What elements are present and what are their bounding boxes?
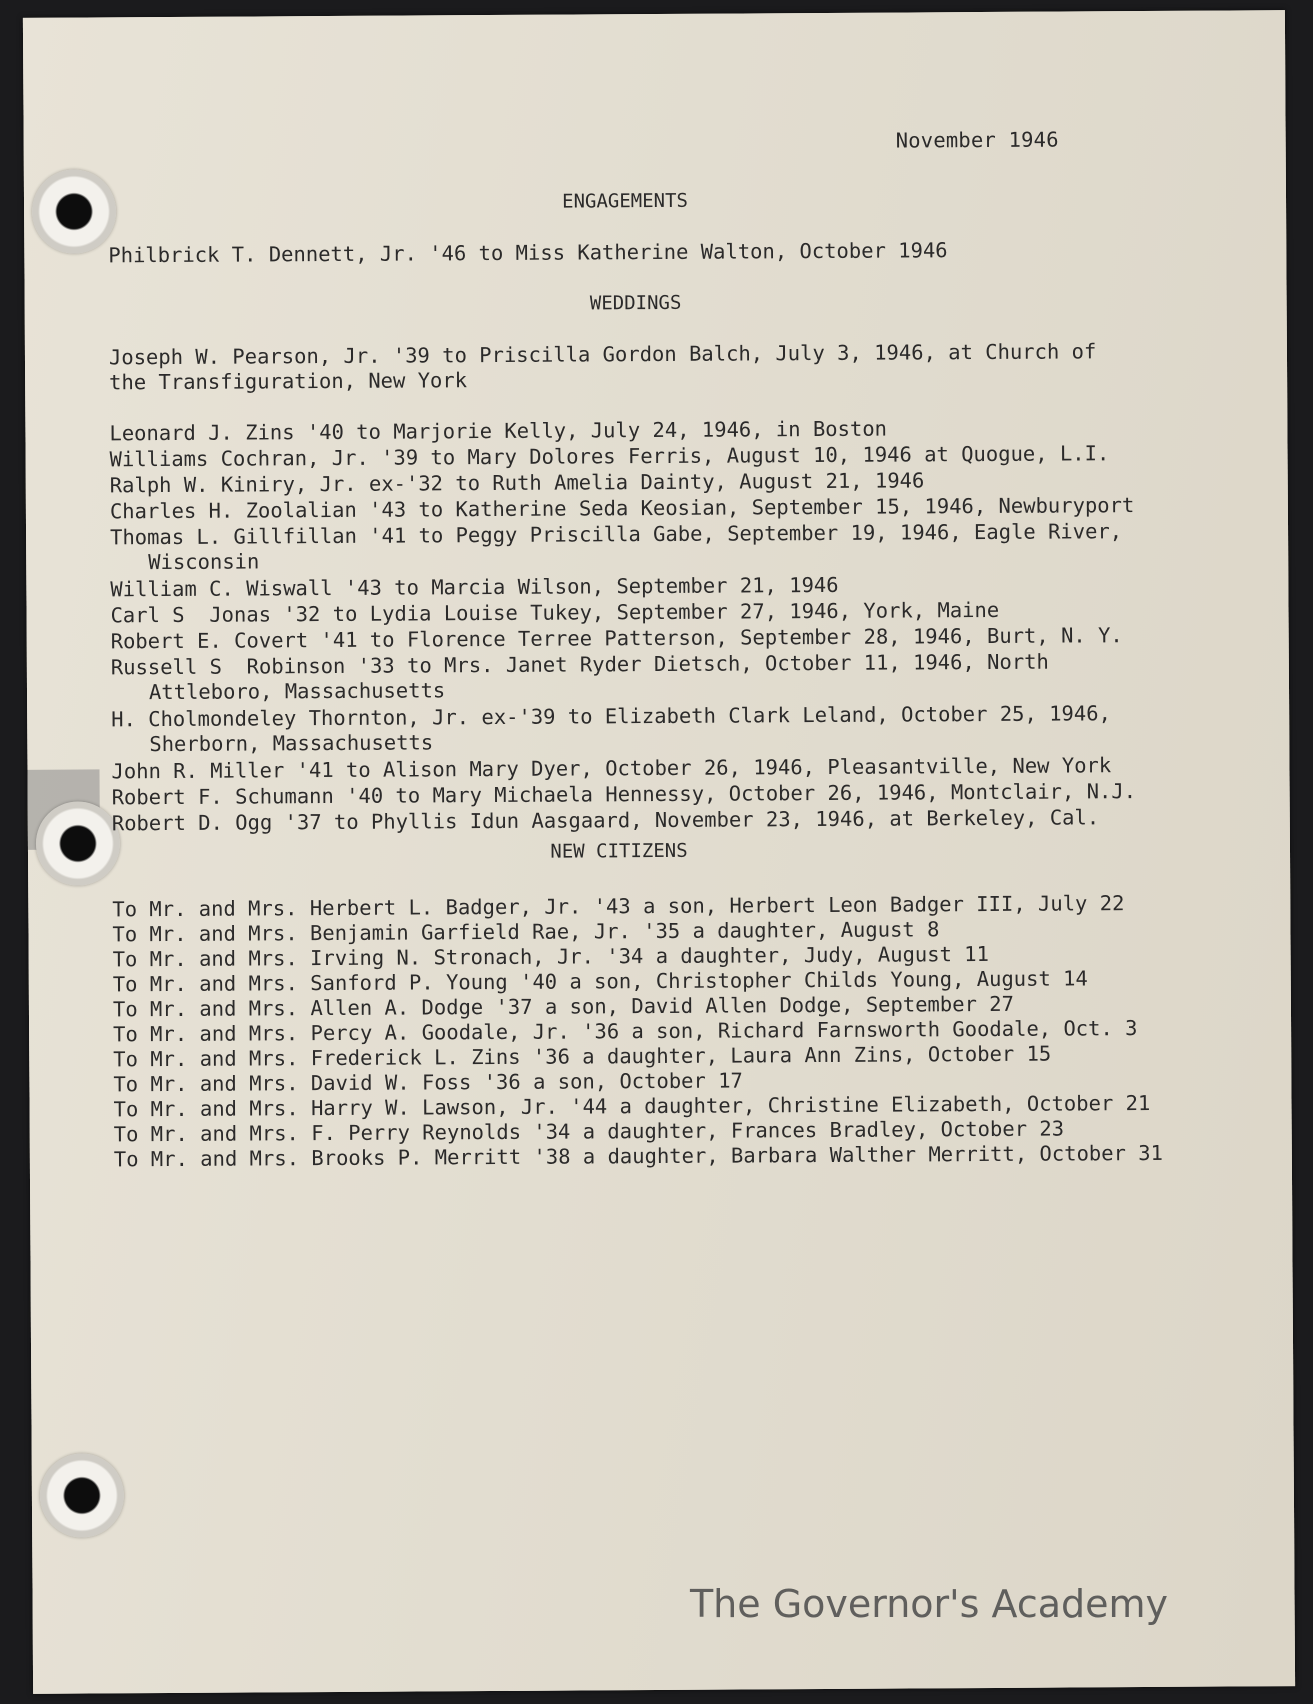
wedding-line: H. Cholmondeley Thornton, Jr. ex-'39 to Elizabeth Clark Leland, October 25, 1946, (111, 701, 1111, 732)
wedding-entry: Carl S Jonas '32 to Lydia Louise Tukey, September 27, 1946, York, Maine (110, 597, 1000, 628)
wedding-line-continued: Attleboro, Massachusetts (148, 678, 446, 705)
wedding-line-continued: Wisconsin (148, 549, 260, 575)
wedding-entry (111, 701, 1111, 757)
weddings-heading: WEDDINGS (589, 291, 682, 315)
wedding-entry: Williams Cochran, Jr. '39 to Mary Dolores Ferris, August 10, 1946 at Quogue, L.I. (109, 441, 1110, 472)
citizen-entry: To Mr. and Mrs. Percy A. Goodale, Jr. '36 a son, Richard Farnsworth Goodale, Oct. 3 (113, 1016, 1138, 1047)
citizen-entry: To Mr. and Mrs. Irving N. Stronach, Jr. '34 a daughter, Judy, August 11 (112, 941, 989, 972)
wedding-entry: William C. Wiswall '43 to Marcia Wilson, September 21, 1946 (110, 572, 839, 602)
wedding-entry: Robert E. Covert '41 to Florence Terree Patterson, September 28, 1946, Burt, N. Y. (110, 623, 1123, 654)
citizen-entry: To Mr. and Mrs. Allen A. Dodge '37 a son, David Allen Dodge, September 27 (112, 991, 1014, 1022)
citizen-entry: To Mr. and Mrs. Sanford P. Young '40 a son, Christopher Childs Young, August 14 (112, 966, 1088, 997)
citizen-entry: To Mr. and Mrs. F. Perry Reynolds '34 a daughter, Frances Bradley, October 23 (113, 1116, 1065, 1147)
wedding-entry (111, 650, 1049, 706)
wedding-line: Russell S Robinson '33 to Mrs. Janet Ryder Dietsch, October 11, 1946, North (110, 649, 1049, 680)
citizen-entry: To Mr. and Mrs. Harry W. Lawson, Jr. '44 a daughter, Christine Elizabeth, October 21 (113, 1091, 1151, 1122)
wedding-line-continued: the Transfiguration, New York (109, 368, 468, 395)
archive-watermark: The Governor's Academy (689, 1582, 1168, 1626)
wedding-line-continued: Sherborn, Massachusetts (149, 730, 434, 757)
citizen-entry: To Mr. and Mrs. Benjamin Garfield Rae, Jr. '35 a daughter, August 8 (112, 917, 940, 947)
wedding-entry (109, 339, 1097, 395)
wedding-entry: Robert F. Schumann '40 to Mary Michaela Hennessy, October 26, 1946, Montclair, N.J. (111, 779, 1137, 810)
citizen-entry: To Mr. and Mrs. Brooks P. Merritt '38 a daughter, Barbara Walther Merritt, October 31 (113, 1140, 1163, 1172)
document-date: November 1946 (895, 127, 1059, 153)
wedding-line: Joseph W. Pearson, Jr. '39 to Priscilla Gordon Balch, July 3, 1946, at Church of (108, 339, 1097, 370)
citizen-entry: To Mr. and Mrs. David W. Foss '36 a son, October 17 (113, 1068, 743, 1097)
document-page (23, 10, 1295, 1694)
wedding-entry: Charles H. Zoolalian '43 to Katherine Seda Keosian, September 15, 1946, Newburyport (109, 493, 1135, 524)
punch-hole (40, 1453, 125, 1538)
new-citizens-heading: NEW CITIZENS (550, 839, 688, 863)
wedding-entry: Robert D. Ogg '37 to Phyllis Idun Aasgaard, November 23, 1946, at Berkeley, Cal. (111, 805, 1100, 836)
citizen-entry: To Mr. and Mrs. Frederick L. Zins '36 a daughter, Laura Ann Zins, October 15 (113, 1041, 1052, 1072)
wedding-entry: Leonard J. Zins '40 to Marjorie Kelly, July 24, 1946, in Boston (109, 416, 888, 446)
wedding-entry (110, 519, 1122, 575)
wedding-entry: Ralph W. Kiniry, Jr. ex-'32 to Ruth Amelia Dainty, August 21, 1946 (109, 468, 925, 498)
engagements-heading: ENGAGEMENTS (562, 189, 689, 213)
engagement-entry: Philbrick T. Dennett, Jr. '46 to Miss Katherine Walton, October 1946 (108, 238, 948, 268)
wedding-line: Thomas L. Gillfillan '41 to Peggy Priscilla Gabe, September 19, 1946, Eagle River, (109, 519, 1123, 550)
citizen-entry: To Mr. and Mrs. Herbert L. Badger, Jr. '43 a son, Herbert Leon Badger III, July 22 (112, 891, 1125, 922)
wedding-entry: John R. Miller '41 to Alison Mary Dyer, October 26, 1946, Pleasantville, New York (111, 753, 1112, 784)
